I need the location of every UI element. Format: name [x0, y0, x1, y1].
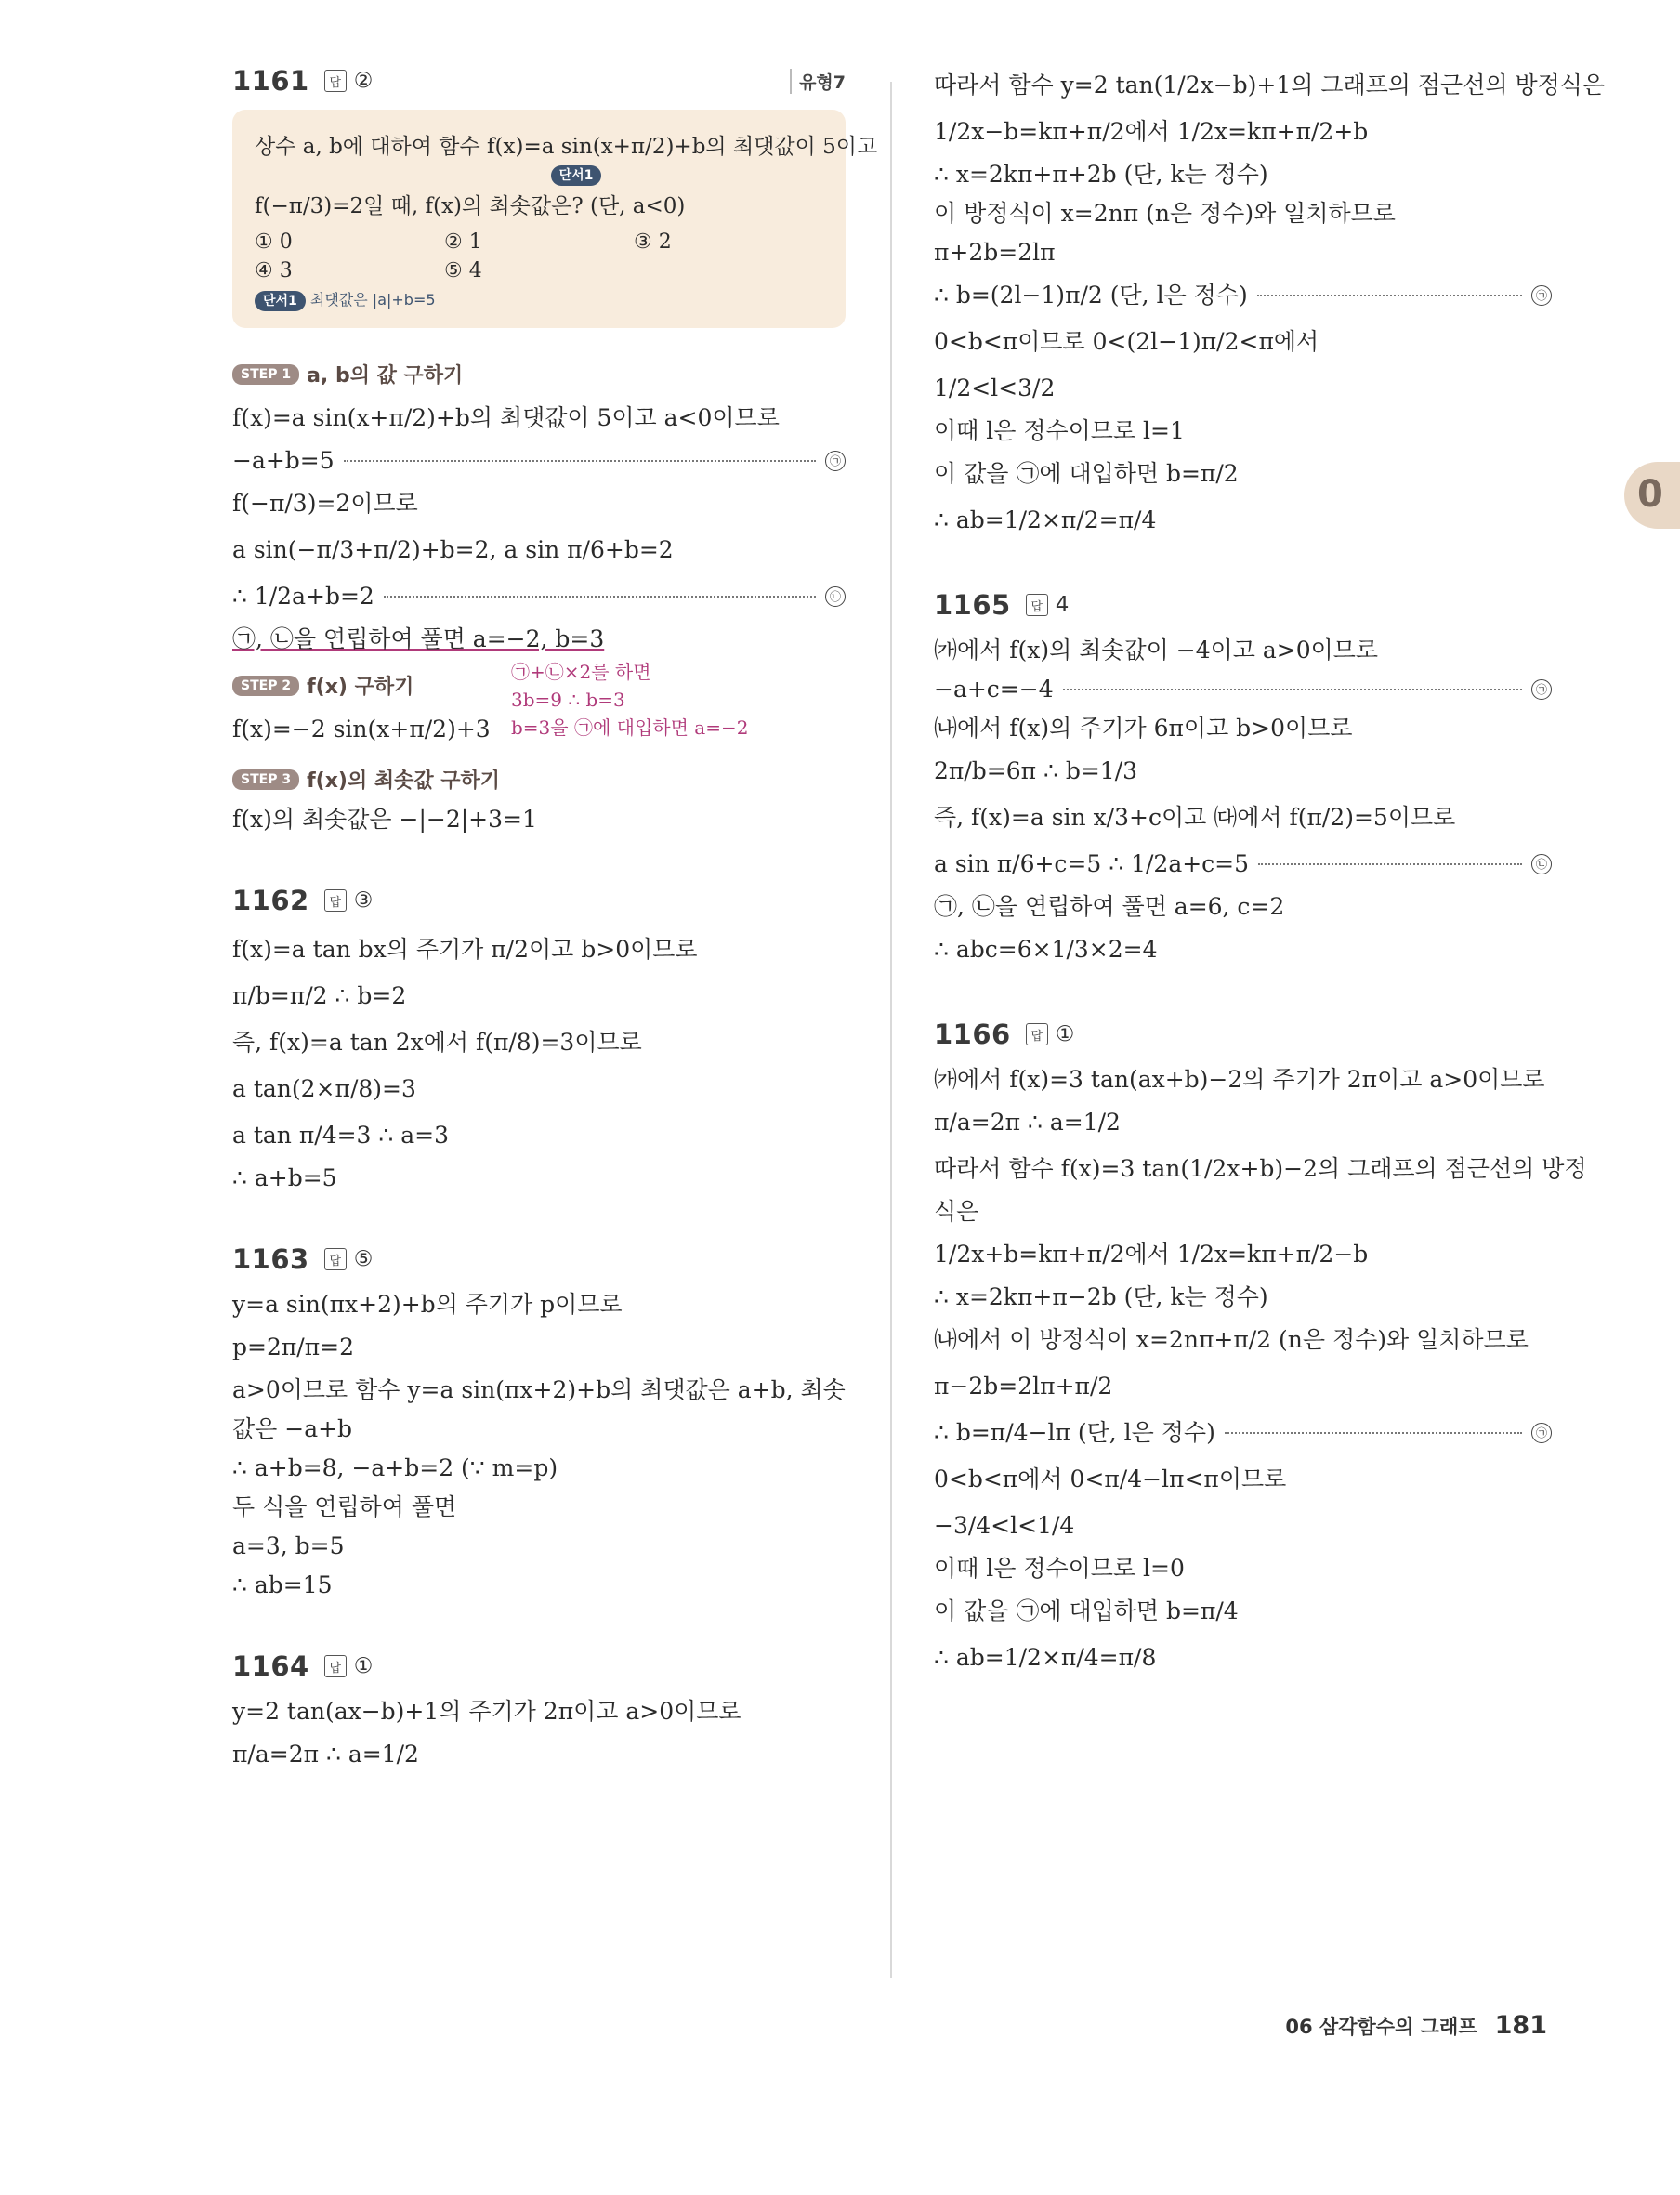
problem-header	[232, 65, 846, 97]
solution-line: 이 값을 ㉠에 대입하면 b=π/4	[934, 1597, 1239, 1624]
hint-text: 최댓값은 |a|+b=5	[309, 291, 436, 309]
solution-line: −a+b=5 ㉠	[232, 444, 846, 478]
solution-line: π+2b=2lπ	[934, 239, 1056, 266]
solution-line: −a+c=−4 ㉠	[934, 673, 1552, 706]
solution-line: ∴ a+b=8, −a+b=2 (∵ m=p)	[232, 1454, 558, 1481]
solution-line: 값은 −a+b	[232, 1415, 353, 1442]
problem-number: 1164	[232, 1650, 309, 1682]
step-3-heading	[232, 765, 846, 794]
ref-mark: ㉠	[1531, 285, 1552, 306]
step-badge: STEP 1	[232, 364, 299, 385]
answer-icon: 답	[324, 889, 347, 912]
solution-line: 1/2<l<3/2	[934, 375, 1056, 401]
hint-chip: 단서1	[551, 165, 602, 186]
answer-icon: 답	[324, 1655, 347, 1677]
answer-value: ⑤	[353, 1247, 374, 1271]
solution-line: 1/2x+b=kπ+π/2에서 1/2x=kπ+π/2−b	[934, 1241, 1369, 1268]
annotation-line: b=3을 ㉠에 대입하면 a=−2	[511, 716, 749, 739]
solution-line: ∴ x=2kπ+π+2b (단, k는 정수)	[934, 161, 1268, 188]
solution-line: ㈏에서 f(x)의 주기가 6π이고 b>0이므로	[934, 715, 1353, 742]
problem-header	[934, 589, 1552, 621]
choice-item: ① 0	[255, 230, 293, 254]
solution-line: 즉, f(x)=a sin x/3+c이고 ㈐에서 f(π/2)=5이므로	[934, 804, 1456, 831]
solution-line: 2π/b=6π ∴ b=1/3	[934, 757, 1138, 784]
problem-1164-continued	[934, 65, 1606, 541]
choice-list	[255, 230, 823, 283]
solution-line: 이때 l은 정수이므로 l=1	[934, 417, 1185, 444]
answer-value: ②	[353, 69, 374, 93]
step-badge: STEP 2	[232, 676, 299, 696]
ref-mark: ㉡	[1531, 854, 1552, 874]
solution-line: 0<b<π에서 0<π/4−lπ<π이므로	[934, 1466, 1287, 1492]
solution-line: a tan(2×π/8)=3	[232, 1075, 416, 1102]
right-column	[934, 65, 1606, 1684]
solution-line: 따라서 함수 y=2 tan(1/2x−b)+1의 그래프의 점근선의 방정식은	[934, 72, 1606, 99]
solution-line: y=2 tan(ax−b)+1의 주기가 2π이고 a>0이므로	[232, 1698, 742, 1725]
ref-mark: ㉠	[825, 451, 846, 471]
answer-value: ①	[353, 1654, 374, 1678]
problem-number: 1161	[232, 65, 309, 97]
problem-box	[232, 110, 878, 328]
type-tag: 유형7	[790, 69, 846, 94]
ref-mark: ㉡	[825, 586, 846, 607]
question-line: 상수 a, b에 대하여 함수 f(x)=a sin(x+π/2)+b의 최댓값이 5이고	[255, 135, 878, 159]
problem-header	[232, 885, 846, 916]
solution-line: ∴ a+b=5	[232, 1164, 337, 1191]
solution-line: a sin π/6+c=5 ∴ 1/2a+c=5 ㉡	[934, 844, 1552, 885]
solution-line: f(x)=−2 sin(x+π/2)+3	[232, 716, 491, 743]
step-badge: STEP 3	[232, 769, 299, 790]
annotation-line: 3b=9 ∴ b=3	[511, 689, 625, 711]
problem-1166	[934, 1019, 1587, 1678]
solution-line: p=2π/π=2	[232, 1334, 354, 1360]
solution-line: 이 값을 ㉠에 대입하면 b=π/2	[934, 460, 1239, 487]
ref-mark: ㉠	[1531, 1423, 1552, 1443]
solution-line: f(x)=a sin(x+π/2)+b의 최댓값이 5이고 a<0이므로	[232, 404, 780, 431]
answer-value: ①	[1055, 1022, 1075, 1046]
choice-item: ② 1	[444, 230, 482, 254]
solution-line: ∴ ab=1/2×π/4=π/8	[934, 1644, 1157, 1671]
solution-line: ㉠, ㉡을 연립하여 풀면 a=6, c=2	[934, 893, 1285, 920]
solution-line: 식은	[934, 1198, 979, 1225]
solution-line: 즉, f(x)=a tan 2x에서 f(π/8)=3이므로	[232, 1029, 642, 1056]
solution-line: ∴ ab=15	[232, 1571, 333, 1598]
hint-label: 단서1	[255, 291, 306, 311]
step-title: f(x)의 최솟값 구하기	[307, 769, 501, 793]
step-title: f(x) 구하기	[307, 676, 414, 699]
solution-line: 0<b<π이므로 0<(2l−1)π/2<π에서	[934, 328, 1319, 355]
solution-line: ㈏에서 이 방정식이 x=2nπ+π/2 (n은 정수)와 일치하므로	[934, 1326, 1529, 1353]
solution-line: y=a sin(πx+2)+b의 주기가 p이므로	[232, 1291, 623, 1318]
solution-line: 이 방정식이 x=2nπ (n은 정수)와 일치하므로	[934, 200, 1396, 227]
solution-line: ㉠, ㉡을 연립하여 풀면 a=−2, b=3	[232, 625, 605, 652]
problem-header	[934, 1019, 1552, 1050]
solution-line: ∴ x=2kπ+π−2b (단, k는 정수)	[934, 1283, 1268, 1310]
solution-line: a sin(−π/3+π/2)+b=2, a sin π/6+b=2	[232, 536, 674, 563]
solution-line: π/a=2π ∴ a=1/2	[232, 1741, 419, 1768]
solution-line: ㈎에서 f(x)=3 tan(ax+b)−2의 주기가 2π이고 a>0이므로	[934, 1066, 1545, 1093]
solution-line: π/b=π/2 ∴ b=2	[232, 982, 407, 1009]
chapter-side-tab: 0	[1624, 462, 1680, 529]
problem-1162	[232, 885, 846, 1195]
solution-line: 이때 l은 정수이므로 l=0	[934, 1555, 1185, 1582]
solution-line: ㈎에서 f(x)의 최솟값이 −4이고 a>0이므로	[934, 637, 1379, 664]
step-title: a, b의 값 구하기	[307, 364, 464, 388]
solution-line: f(−π/3)=2이므로	[232, 490, 418, 517]
choice-item: ④ 3	[255, 259, 293, 283]
problem-number: 1166	[934, 1019, 1011, 1050]
answer-icon: 답	[324, 70, 347, 92]
solution-line: π/a=2π ∴ a=1/2	[934, 1109, 1121, 1136]
solution-line: a tan π/4=3 ∴ a=3	[232, 1122, 450, 1149]
solution-line: −3/4<l<1/4	[934, 1512, 1075, 1539]
answer-value: 4	[1055, 593, 1070, 617]
answer-value: ③	[353, 888, 374, 913]
solution-line: a>0이므로 함수 y=a sin(πx+2)+b의 최댓값은 a+b, 최솟	[232, 1376, 846, 1403]
problem-number: 1163	[232, 1243, 309, 1275]
column-divider	[890, 82, 892, 1978]
chapter-title: 06 삼각함수의 그래프	[1285, 2016, 1477, 2038]
solution-line: a=3, b=5	[232, 1532, 345, 1559]
solution-line: f(x)의 최솟값은 −|−2|+3=1	[232, 806, 537, 833]
solution-line: ∴ b=π/4−lπ (단, l은 정수) ㉠	[934, 1413, 1552, 1453]
solution-line: ∴ 1/2a+b=2 ㉡	[232, 576, 846, 617]
answer-icon: 답	[324, 1248, 347, 1270]
problem-1163	[232, 1243, 846, 1602]
choice-item: ⑤ 4	[444, 259, 482, 283]
solution-line: ∴ ab=1/2×π/2=π/4	[934, 506, 1157, 533]
problem-1164	[232, 1650, 846, 1775]
solution-line: ∴ abc=6×1/3×2=4	[934, 936, 1158, 963]
hint-line	[255, 288, 823, 311]
answer-icon: 답	[1026, 594, 1048, 616]
left-column	[232, 65, 878, 1781]
choice-item: ③ 2	[634, 230, 672, 254]
answer-icon: 답	[1026, 1023, 1048, 1045]
problem-1165	[934, 589, 1552, 970]
annotation-line: ㉠+㉡×2를 하면	[511, 661, 651, 683]
problem-number: 1165	[934, 589, 1011, 621]
solution-line: 1/2x−b=kπ+π/2에서 1/2x=kπ+π/2+b	[934, 118, 1369, 145]
solution-line: ∴ b=(2l−1)π/2 (단, l은 정수) ㉠	[934, 275, 1552, 316]
problem-header	[232, 1243, 846, 1275]
solution-line: f(x)=a tan bx의 주기가 π/2이고 b>0이므로	[232, 936, 698, 963]
solution-line: 따라서 함수 f(x)=3 tan(1/2x+b)−2의 그래프의 점근선의 방정	[934, 1155, 1587, 1182]
problem-1161	[232, 65, 878, 836]
page-number: 181	[1494, 2011, 1547, 2040]
problem-header	[232, 1650, 846, 1682]
solution-line: 두 식을 연립하여 풀면	[232, 1493, 457, 1520]
step-1-heading	[232, 360, 846, 388]
page-footer	[0, 2011, 1547, 2040]
question-line: f(−π/3)=2일 때, f(x)의 최솟값은? (단, a<0)	[255, 194, 686, 218]
problem-number: 1162	[232, 885, 309, 916]
ref-mark: ㉠	[1531, 679, 1552, 700]
solution-line: π−2b=2lπ+π/2	[934, 1373, 1113, 1400]
